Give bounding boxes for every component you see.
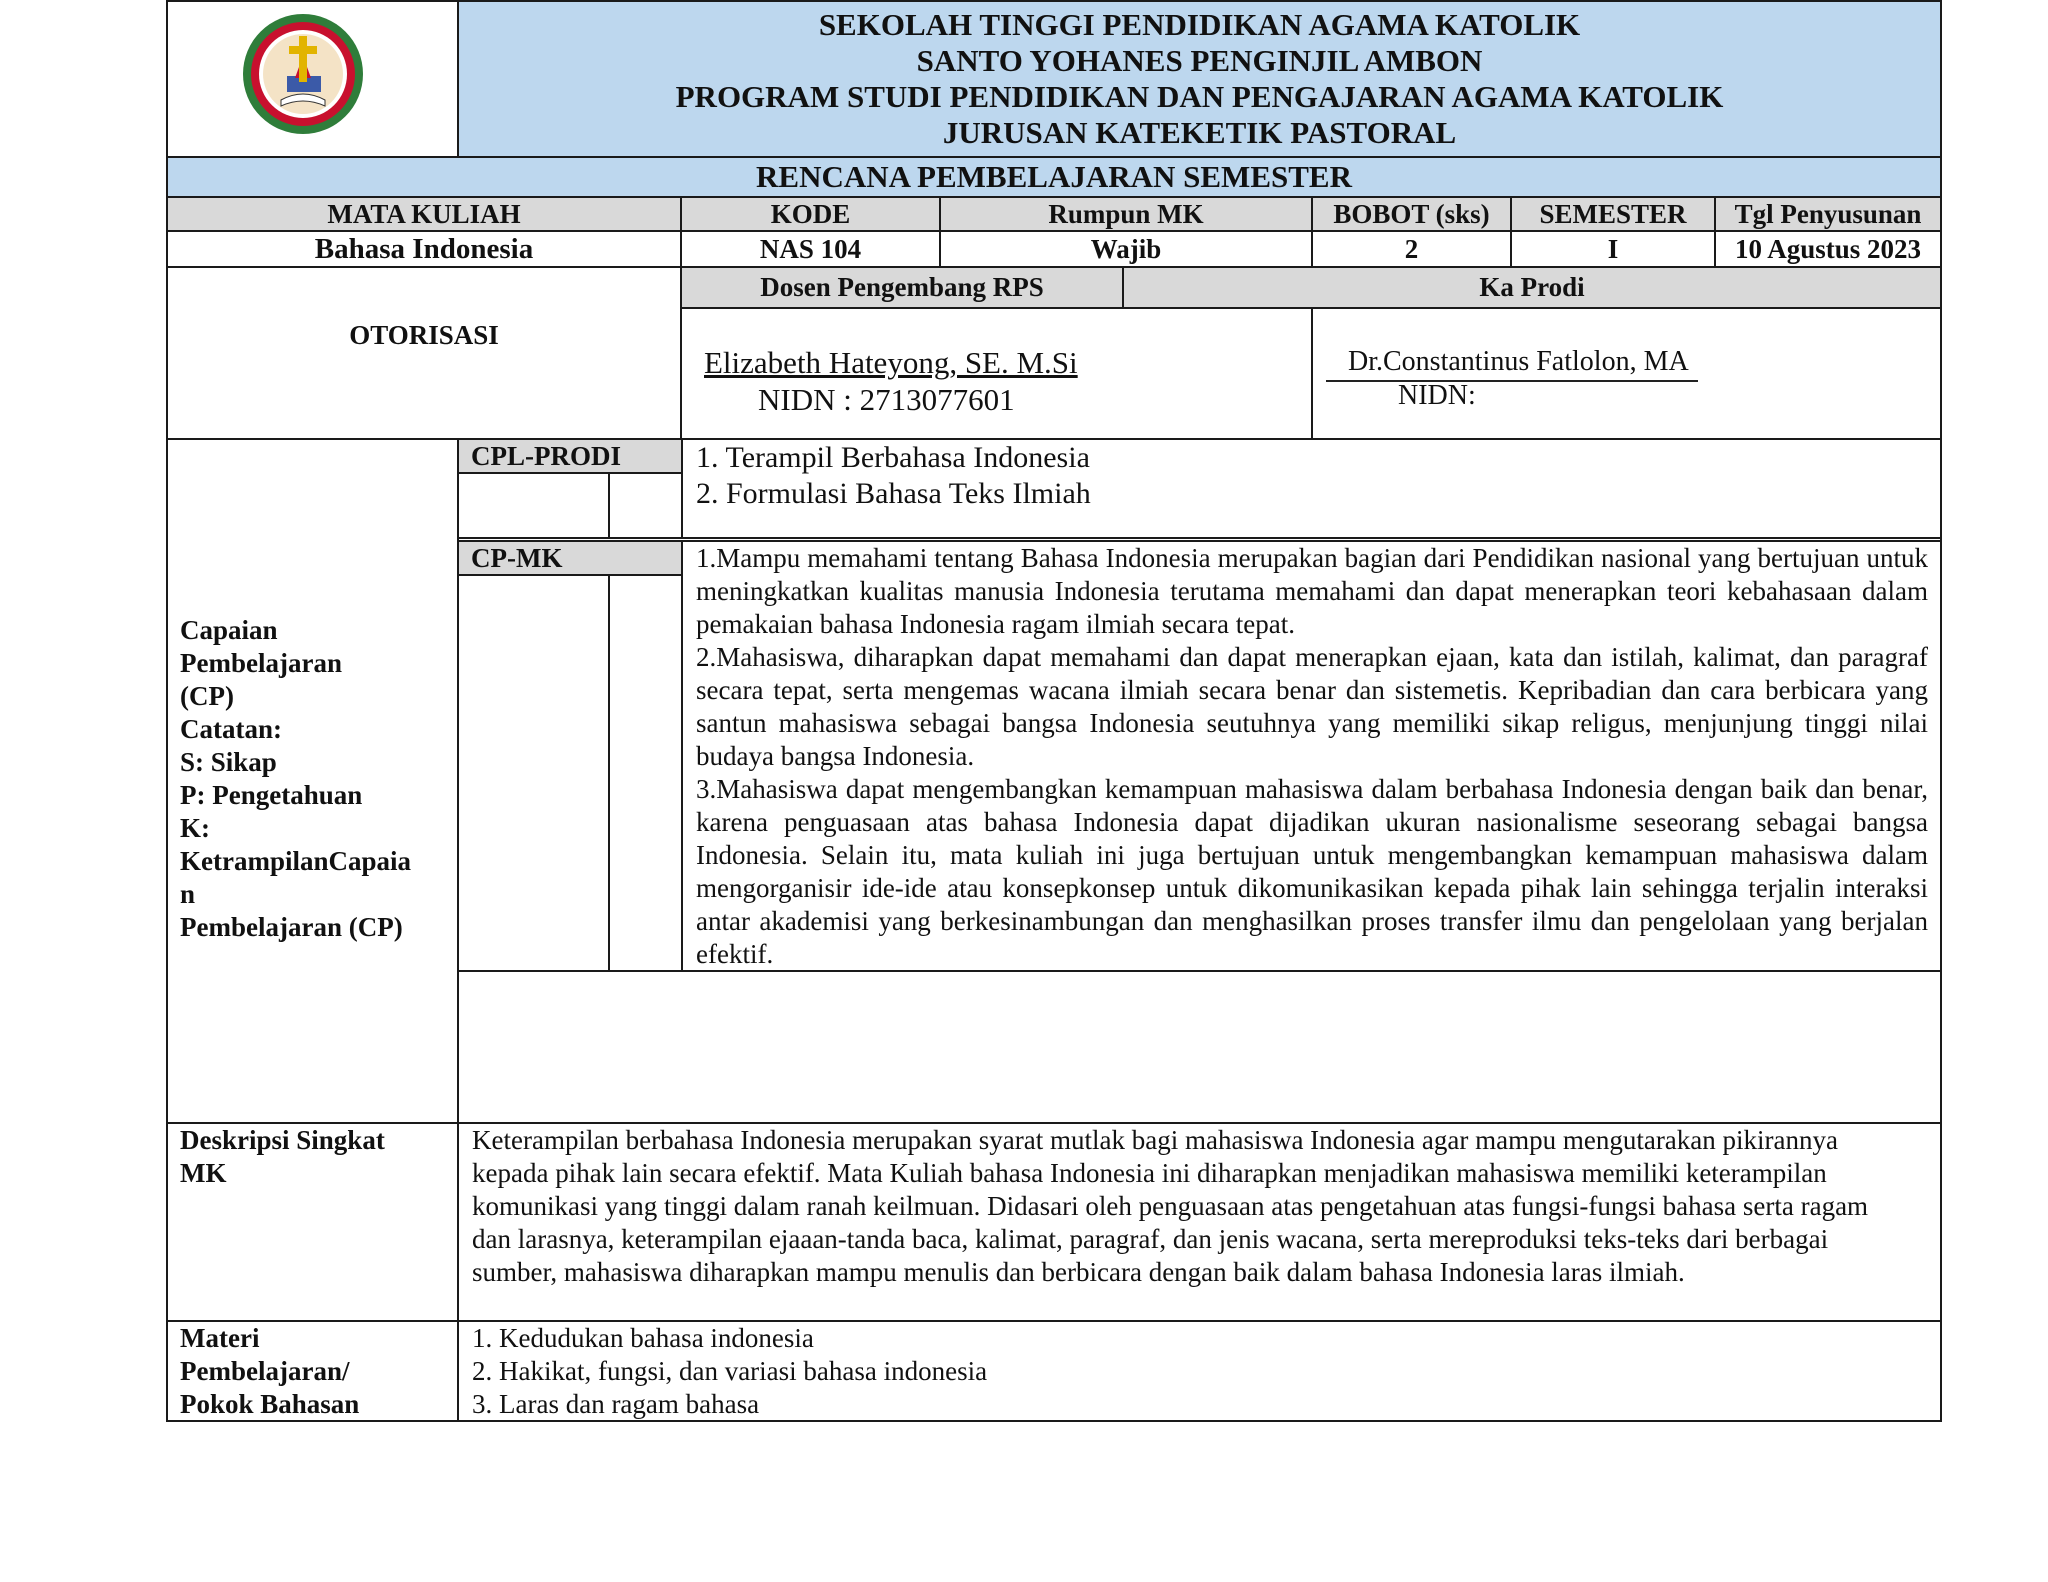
cp-label-line: Pembelajaran (CP) xyxy=(180,912,403,942)
header-line-2: SANTO YOHANES PENGINJIL AMBON xyxy=(916,43,1483,78)
deskripsi-label-line: Deskripsi Singkat xyxy=(180,1125,385,1155)
cp-mk-item: 1.Mampu memahami tentang Bahasa Indonesia merupakan bagian dari Pendidikan nasional yang bertujuan untuk meningkatkan kualitas manusia Indonesia terutama memahami dan dapat menerapkan teori kebahasaan dalam pemakaian bahasa Indonesia ragam ilmiah secara tepat. xyxy=(696,543,1928,639)
header-mata-kuliah: MATA KULIAH xyxy=(166,196,682,232)
cp-label-line: K: xyxy=(180,813,210,843)
value-kode: NAS 104 xyxy=(680,230,941,268)
header-rumpun-mk: Rumpun MK xyxy=(939,196,1313,232)
header-line-1: SEKOLAH TINGGI PENDIDIKAN AGAMA KATOLIK xyxy=(818,7,1581,42)
institution-header xyxy=(457,0,1942,158)
cp-label-line: (CP) xyxy=(180,681,234,711)
value-bobot: 2 xyxy=(1311,230,1512,268)
cp-label-line: KetrampilanCapaia xyxy=(180,846,412,876)
otorisasi-label: OTORISASI xyxy=(166,266,682,440)
materi-item: 3. Laras dan ragam bahasa xyxy=(472,1389,760,1419)
header-line-4: JURUSAN KATEKETIK PASTORAL xyxy=(942,115,1457,150)
kaprodi-header: Ka Prodi xyxy=(1122,266,1942,309)
cpl-item: 1. Terampil Berbahasa Indonesia xyxy=(696,441,1090,474)
cp-label-line: Pembelajaran xyxy=(180,648,342,678)
materi-label-line: Pokok Bahasan xyxy=(180,1389,360,1419)
dosen-pengembang-header: Dosen Pengembang RPS xyxy=(680,266,1124,309)
cp-mk-item: 2.Mahasiswa, diharapkan dapat memahami dan dapat menerapkan ejaan, kata dan istilah, kalimat, dan paragraf secara tepat, serta mengemas wacana ilmiah secara benar dan sistemetis. Kepribadian dan cara berbicara yang santun mahasiswa sebagai bangsa Indonesia seutuhnya yang memiliki sikap religus, menjunjung tinggi nilai budaya bangsa Indonesia. xyxy=(696,642,1928,771)
dosen-name: Elizabeth Hateyong, SE. M.Si xyxy=(704,345,1078,380)
header-kode: KODE xyxy=(680,196,941,232)
cp-label-line: S: Sikap xyxy=(180,747,277,777)
materi-label-line: Materi xyxy=(180,1323,260,1353)
value-rumpun-mk: Wajib xyxy=(939,230,1313,268)
cp-mk-subcell xyxy=(608,574,683,972)
institution-seal-logo xyxy=(237,8,369,140)
deskripsi-label-line: MK xyxy=(180,1158,227,1188)
dosen-nidn: NIDN : 2713077601 xyxy=(758,382,1015,417)
cp-label-line: Capaian xyxy=(180,615,278,645)
cp-label-line: P: Pengetahuan xyxy=(180,780,363,810)
deskripsi-label xyxy=(180,1124,450,1190)
cpl-prodi-subcell xyxy=(608,472,683,539)
cpl-item: 2. Formulasi Bahasa Teks Ilmiah xyxy=(696,477,1091,510)
document-title: RENCANA PEMBELAJARAN SEMESTER xyxy=(166,156,1942,198)
cpl-prodi-label: CPL-PRODI xyxy=(457,438,683,474)
cp-label-line: Catatan: xyxy=(180,714,282,744)
value-mata-kuliah: Bahasa Indonesia xyxy=(166,230,682,268)
cp-mk-item: 3.Mahasiswa dapat mengembangkan kemampuan mahasiswa dalam berbahasa Indonesia dengan baik dan benar, karena penguasaan atas bahasa Indonesia dapat dijadikan ukuran nasionalisme seseorang sebagai bangsa Indonesia. Selain itu, mata kuliah ini juga bertujuan untuk mengembangkan kemampuan mahasiswa dalam mengorganisir ide-ide atau konsepkonsep untuk dikomunikasikan kepada pihak lain sehingga terjalin interaksi antar akademisi yang berkesinambungan dan menghasilkan proses transfer ilmu dan pengelolaan yang berjalan efektif. xyxy=(696,774,1928,969)
materi-label-line: Pembelajaran/ xyxy=(180,1356,350,1386)
kaprodi-nidn: NIDN: xyxy=(1398,380,1476,411)
cp-mk-text xyxy=(696,542,1928,971)
header-line-3: PROGRAM STUDI PENDIDIKAN DAN PENGAJARAN AGAMA KATOLIK xyxy=(675,79,1724,114)
cp-mk-subcell xyxy=(457,574,610,972)
header-semester: SEMESTER xyxy=(1510,196,1716,232)
cp-label xyxy=(180,614,450,944)
cpl-prodi-subcell xyxy=(457,472,610,539)
materi-list xyxy=(472,1322,1872,1421)
materi-item: 2. Hakikat, fungsi, dan variasi bahasa indonesia xyxy=(472,1356,988,1386)
header-bobot: BOBOT (sks) xyxy=(1311,196,1512,232)
cp-mk-label: CP-MK xyxy=(457,540,683,576)
header-tgl-penyusunan: Tgl Penyusunan xyxy=(1714,196,1942,232)
kaprodi-name: Dr.Constantinus Fatlolon, MA xyxy=(1348,346,1689,377)
value-tgl-penyusunan: 10 Agustus 2023 xyxy=(1714,230,1942,268)
deskripsi-text: Keterampilan berbahasa Indonesia merupakan syarat mutlak bagi mahasiswa Indonesia agar mampu mengutarakan pikirannya kepada pihak lain secara efektif. Mata Kuliah bahasa Indonesia ini diharapkan menjadikan mahasiswa memiliki keterampilan komunikasi yang tinggi dalam ranah keilmuan. Didasari oleh penguasaan atas pengetahuan atas fungsi-fungsi bahasa serta ragam dan larasnya, keterampilan ejaaan-tanda baca, kalimat, paragraf, dan jenis wacana, serta mereproduksi teks-teks dari berbagai sumber, mahasiswa diharapkan mampu menulis dan berbicara dengan baik dalam bahasa Indonesia laras ilmiah. xyxy=(472,1125,1869,1287)
cp-label-line: n xyxy=(180,879,196,909)
value-semester: I xyxy=(1510,230,1716,268)
materi-item: 1. Kedudukan bahasa indonesia xyxy=(472,1323,814,1353)
materi-label xyxy=(180,1322,450,1421)
